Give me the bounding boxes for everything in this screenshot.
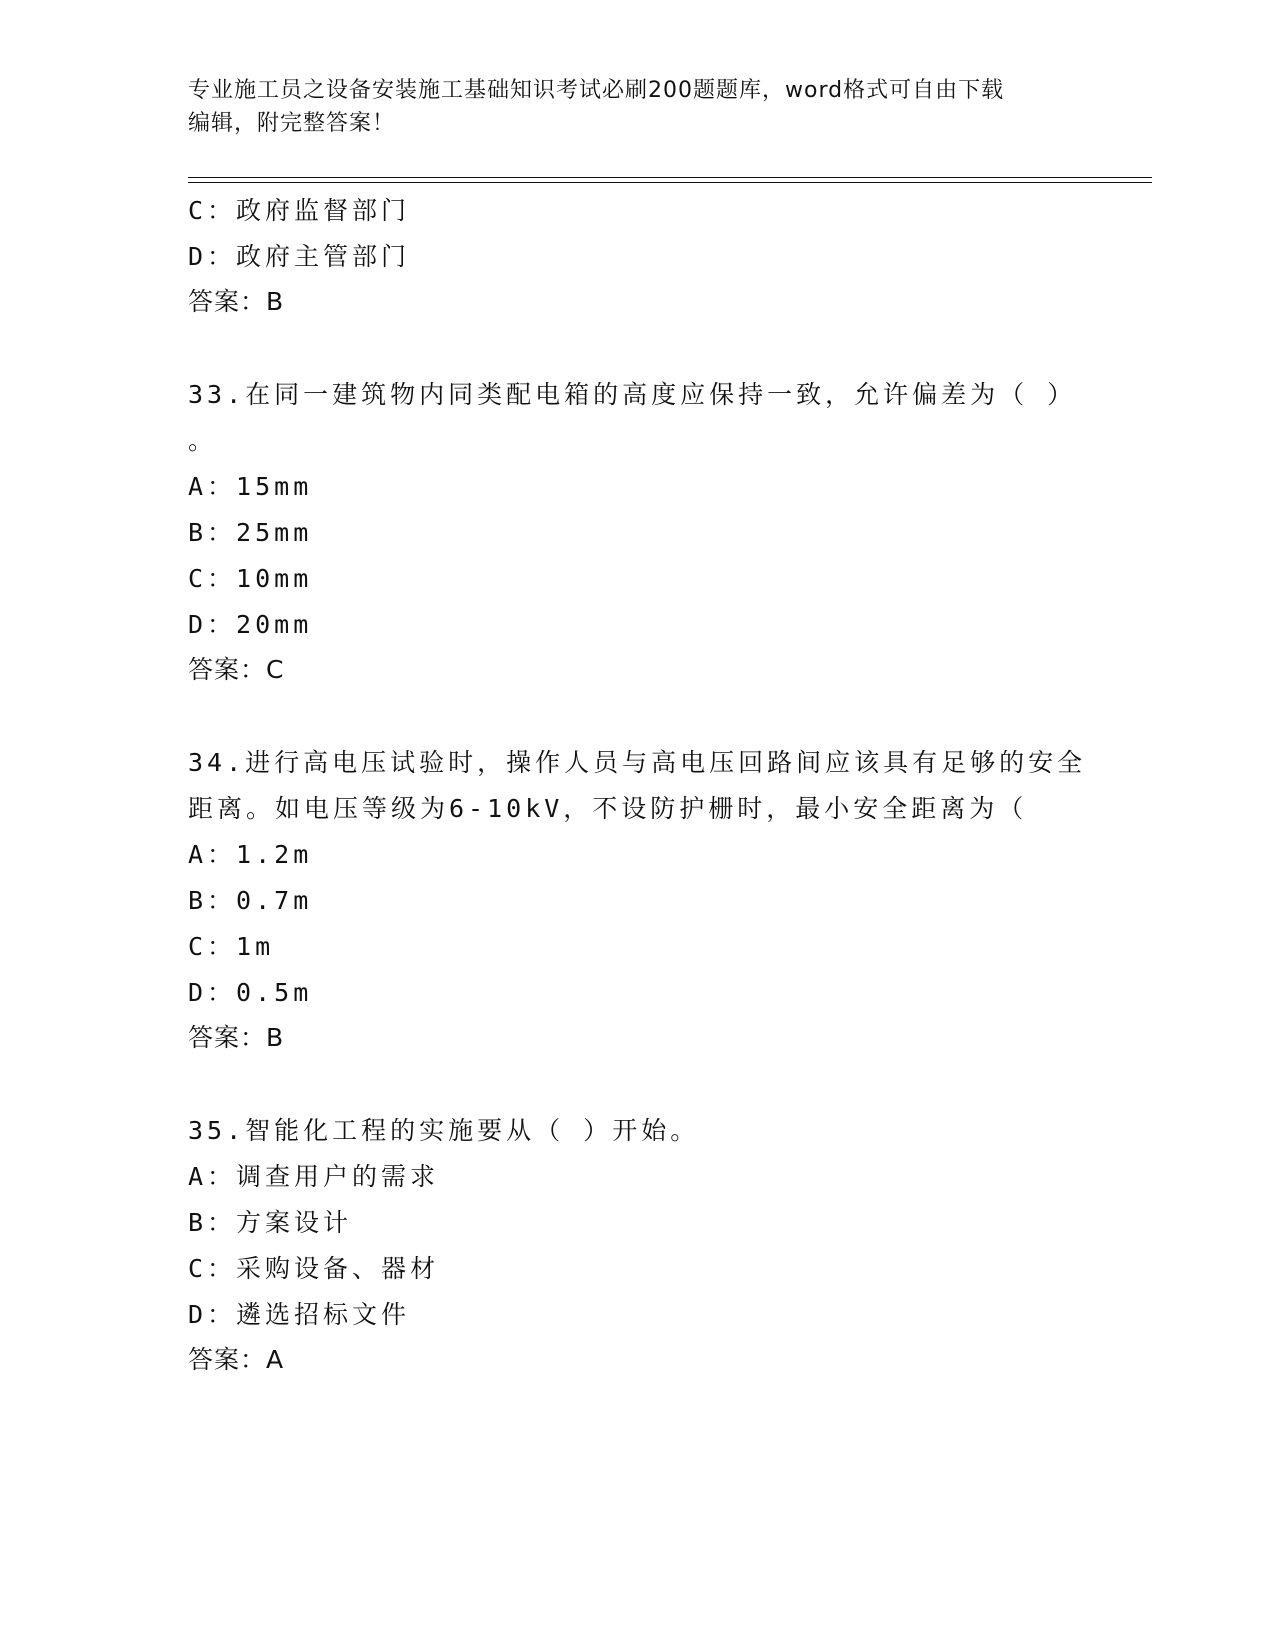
answer-line: 答案：A (188, 1345, 285, 1374)
question-34-block (188, 740, 1148, 1060)
option-d: D：0.5m (188, 978, 313, 1007)
option-c: C：政府监督部门 (188, 196, 411, 225)
question-stem-line-2: 距离。如电压等级为6-10kV，不设防护栅时，最小安全距离为（ (188, 794, 1028, 823)
spacer (188, 692, 1148, 740)
question-list (188, 188, 1148, 1382)
option-b: B：方案设计 (188, 1208, 353, 1237)
option-d: D：遴选招标文件 (188, 1300, 411, 1329)
document-header (188, 74, 1068, 140)
question-stem-line-1: 33.在同一建筑物内同类配电箱的高度应保持一致，允许偏差为（ ） (188, 380, 1077, 409)
option-a: A：1.2m (188, 840, 313, 869)
spacer (188, 324, 1148, 372)
option-c: C：10mm (188, 564, 313, 593)
answer-line: 答案：B (188, 287, 285, 316)
answer-line: 答案：C (188, 655, 285, 684)
header-title-line-2: 编辑，附完整答案！ (188, 111, 396, 136)
option-a: A：调查用户的需求 (188, 1162, 440, 1191)
option-b: B：25mm (188, 518, 313, 547)
question-stem-line-2: 。 (188, 426, 218, 455)
prev-question-block (188, 188, 1148, 324)
question-33-block (188, 372, 1148, 692)
option-c: C：1m (188, 932, 275, 961)
answer-line: 答案：B (188, 1023, 285, 1052)
option-c: C：采购设备、器材 (188, 1254, 440, 1283)
option-a: A：15mm (188, 472, 313, 501)
question-stem-line-1: 35.智能化工程的实施要从（ ）开始。 (188, 1116, 700, 1145)
spacer (188, 1060, 1148, 1108)
question-35-block (188, 1108, 1148, 1382)
option-b: B：0.7m (188, 886, 313, 915)
question-stem-line-1: 34.进行高电压试验时，操作人员与高电压回路间应该具有足够的安全 (188, 748, 1087, 777)
header-divider-bottom (188, 182, 1152, 183)
option-d: D：政府主管部门 (188, 242, 411, 271)
header-title-line-1: 专业施工员之设备安装施工基础知识考试必刷200题题库，word格式可自由下载 (188, 78, 1005, 103)
header-divider-top (188, 177, 1152, 178)
option-d: D：20mm (188, 610, 313, 639)
